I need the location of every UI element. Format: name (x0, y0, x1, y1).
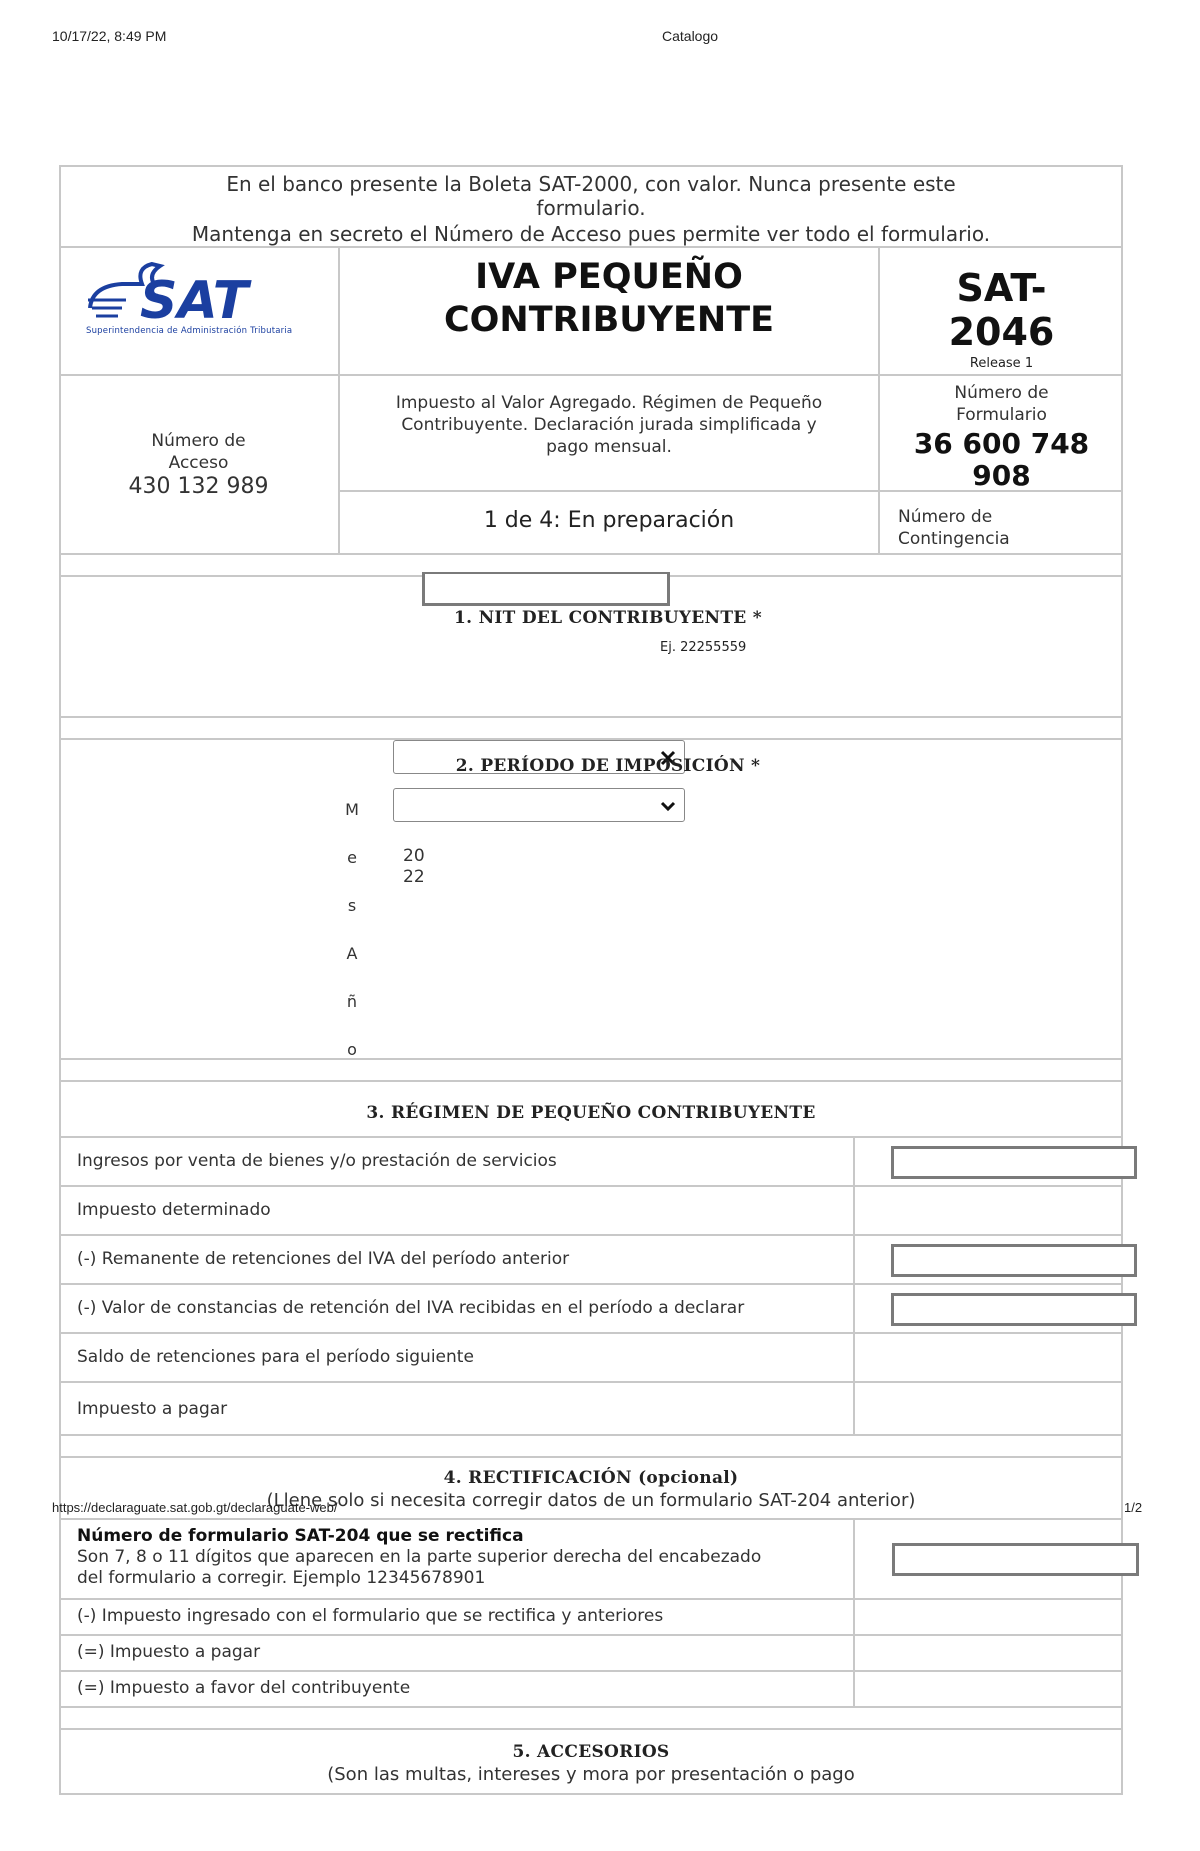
print-datetime: 10/17/22, 8:49 PM (52, 28, 167, 44)
form-number-line-2: 908 (972, 459, 1031, 492)
form-title-line-1: IVA PEQUEÑO (475, 257, 743, 297)
form-title-line-2: CONTRIBUYENTE (443, 300, 774, 340)
print-page-number: 1/2 (1124, 1500, 1143, 1515)
form-code-line-2: 2046 (948, 310, 1055, 354)
section4-title: 4. RECTIFICACIÓN (opcional) (443, 1468, 739, 1488)
contingency-label-line-1: Número de (898, 507, 993, 527)
section4-subtitle: (Llene solo si necesita corregir datos de un formulario SAT-204 anterior) (266, 1490, 916, 1511)
notice-line-3: Mantenga en secreto el Número de Acceso pues permite ver todo el formulario. (191, 222, 991, 246)
form-description (340, 392, 878, 458)
form-number-label-line-2: Formulario (956, 405, 1047, 425)
access-label-line-1: Número de (151, 431, 246, 451)
ingresos-input[interactable] (891, 1146, 1137, 1179)
remanente-input[interactable] (891, 1244, 1137, 1277)
description-line-1: Impuesto al Valor Agregado. Régimen de Pequeño (395, 393, 823, 413)
notice-line-2: formulario. (536, 196, 646, 220)
row-impuesto-pagar: Impuesto a pagar (77, 1399, 228, 1419)
bank-notice (59, 172, 1123, 246)
release-label: Release 1 (969, 356, 1034, 371)
row-remanente: (-) Remanente de retenciones del IVA del período anterior (77, 1249, 570, 1269)
rectify-field (77, 1526, 761, 1589)
logo-subtitle: Superintendencia de Administración Tributaria (86, 326, 293, 336)
print-url: https://declaraguate.sat.gob.gt/declaraguate-web/ (52, 1500, 338, 1515)
vertical-char: A (346, 944, 358, 963)
row-impuesto-favor: (=) Impuesto a favor del contribuyente (77, 1678, 411, 1698)
year-value (403, 846, 425, 888)
form-code-line-1: SAT- (956, 266, 1047, 310)
logo-text: SAT (140, 271, 249, 331)
vertical-char: e (347, 848, 357, 867)
chevron-down-icon (658, 796, 678, 816)
section2-title: 2. PERÍODO DE IMPOSICIÓN * (455, 756, 761, 776)
vertical-char: ñ (346, 992, 358, 1011)
access-number-block (59, 430, 338, 500)
month-select[interactable] (393, 788, 685, 822)
sat-logo (82, 256, 332, 346)
print-page-title: Catalogo (662, 28, 719, 44)
nit-input[interactable] (422, 572, 670, 606)
access-number: 430 132 989 (128, 474, 269, 499)
row-rect-impuesto-pagar: (=) Impuesto a pagar (77, 1642, 261, 1662)
notice-line-1: En el banco presente la Boleta SAT-2000, con valor. Nunca presente este (226, 172, 956, 196)
contingency-label-line-2: Contingencia (898, 529, 1010, 549)
row-saldo-retenciones: Saldo de retenciones para el período siguiente (77, 1347, 474, 1367)
row-constancias: (-) Valor de constancias de retención del IVA recibidas en el período a declarar (77, 1298, 745, 1318)
vertical-char: s (347, 896, 357, 915)
row-impuesto-determinado: Impuesto determinado (77, 1200, 271, 1220)
section3-title: 3. RÉGIMEN DE PEQUEÑO CONTRIBUYENTE (366, 1103, 816, 1123)
contingency-block (898, 506, 1010, 550)
row-impuesto-ingresado: (-) Impuesto ingresado con el formulario que se rectifica y anteriores (77, 1606, 664, 1626)
section5-subtitle: (Son las multas, intereses y mora por presentación o pago (327, 1764, 855, 1785)
year-line-2: 22 (403, 867, 425, 887)
description-line-2: Contribuyente. Declaración jurada simplificada y (401, 415, 817, 435)
row-ingresos: Ingresos por venta de bienes y/o prestación de servicios (77, 1151, 557, 1171)
section5-title: 5. ACCESORIOS (512, 1742, 670, 1762)
rectify-form-number-input[interactable] (892, 1543, 1139, 1576)
form-number-label-line-1: Número de (954, 383, 1049, 403)
description-line-3: pago mensual. (546, 437, 672, 457)
rectify-help-line-1: Son 7, 8 o 11 dígitos que aparecen en la parte superior derecha del encabezado (77, 1547, 762, 1567)
form-title (340, 256, 878, 342)
section1-title: 1. NIT DEL CONTRIBUYENTE * (454, 608, 762, 628)
rectify-help-line-2: del formulario a corregir. Ejemplo 12345678901 (77, 1568, 486, 1588)
access-label-line-2: Acceso (168, 453, 229, 473)
form-status: 1 de 4: En preparación (483, 508, 735, 533)
vertical-char: M (345, 800, 359, 819)
form-number-line-1: 36 600 748 (913, 427, 1090, 460)
year-line-1: 20 (403, 846, 425, 866)
constancias-input[interactable] (891, 1293, 1137, 1326)
rectify-field-title: Número de formulario SAT-204 que se rectifica (77, 1526, 524, 1546)
form-number-block (880, 382, 1123, 492)
vertical-char: o (347, 1040, 357, 1059)
form-code (880, 266, 1123, 354)
nit-example: Ej. 22255559 (660, 640, 747, 655)
